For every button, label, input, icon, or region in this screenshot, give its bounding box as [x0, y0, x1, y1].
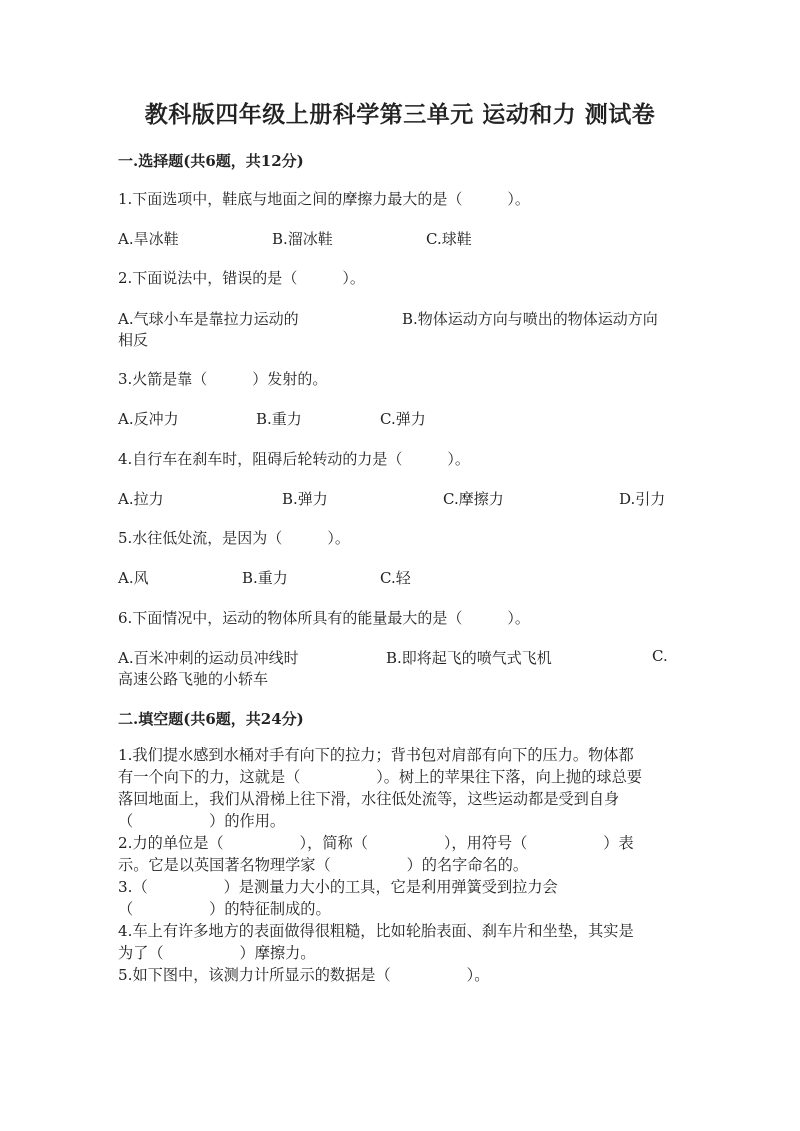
q1-option-c: C.球鞋: [426, 230, 472, 248]
fill-line: （ ）的特征制成的。: [118, 900, 331, 918]
fill-line: 1.我们提水感到水桶对手有向下的拉力；背书包对肩部有向下的压力。物体都: [118, 746, 634, 764]
page-title: 教科版四年级上册科学第三单元 运动和力 测试卷: [144, 101, 656, 128]
question-1: 1.下面选项中，鞋底与地面之间的摩擦力最大的是（ ）。: [118, 190, 530, 208]
question-6: 6.下面情况中，运动的物体所具有的能量最大的是（ ）。: [118, 609, 530, 627]
fill-line: 落回地面上，我们从滑梯上往下滑，水往低处流等，这些运动都是受到自身: [118, 790, 620, 808]
fill-line: 示。它是以英国著名物理学家（ ）的名字命名的。: [118, 856, 529, 874]
q5-option-c: C.轻: [380, 569, 411, 587]
fill-line: 3.（ ）是测量力大小的工具，它是利用弹簧受到拉力会: [118, 878, 558, 896]
q3-option-c: C.弹力: [380, 410, 426, 428]
fill-line: 为了（ ）摩擦力。: [118, 944, 316, 962]
question-5: 5.水往低处流，是因为（ ）。: [118, 529, 350, 547]
q3-option-b: B.重力: [256, 410, 302, 428]
q5-option-a: A.风: [118, 569, 149, 587]
q3-option-a: A.反冲力: [118, 410, 179, 428]
fill-line: 4.车上有许多地方的表面做得很粗糙，比如轮胎表面、刹车片和坐垫，其实是: [118, 922, 634, 940]
q5-option-b: B.重力: [242, 569, 288, 587]
q2-option-b: B.物体运动方向与喷出的物体运动方向: [402, 310, 658, 328]
question-3: 3.火箭是靠（ ）发射的。: [118, 370, 328, 388]
question-4: 4.自行车在刹车时，阻碍后轮转动的力是（ ）。: [118, 450, 470, 468]
question-2: 2.下面说法中，错误的是（ ）。: [118, 269, 365, 287]
q2-option-a: A.气球小车是靠拉力运动的: [118, 310, 299, 328]
q6-option-c-text: 高速公路飞驰的小轿车: [118, 670, 269, 688]
q1-option-b: B.溜冰鞋: [272, 230, 333, 248]
q2-option-b-wrap: 相反: [118, 331, 149, 349]
fill-line: 5.如下图中，该测力计所显示的数据是（ ）。: [118, 966, 490, 984]
fill-line: 2.力的单位是（ ），简称（ ），用符号（ ）表: [118, 834, 634, 852]
section-heading-choice: 一.选择题(共6题，共12分): [118, 152, 304, 170]
fill-line: （ ）的作用。: [118, 812, 286, 830]
q1-option-a: A.旱冰鞋: [118, 230, 179, 248]
q6-option-c: C.: [652, 647, 668, 665]
q4-option-b: B.弹力: [282, 490, 328, 508]
q6-option-b: B.即将起飞的喷气式飞机: [386, 649, 552, 667]
fill-line: 有一个向下的力，这就是（ ）。树上的苹果往下落，向上抛的球总要: [118, 768, 642, 786]
q6-option-a: A.百米冲刺的运动员冲线时: [118, 649, 299, 667]
fill-in-questions: [118, 744, 684, 986]
q4-option-c: C.摩擦力: [443, 490, 504, 508]
q4-option-a: A.拉力: [118, 490, 164, 508]
q4-option-d: D.引力: [619, 490, 666, 508]
section-heading-fill: 二.填空题(共6题，共24分): [118, 710, 304, 728]
